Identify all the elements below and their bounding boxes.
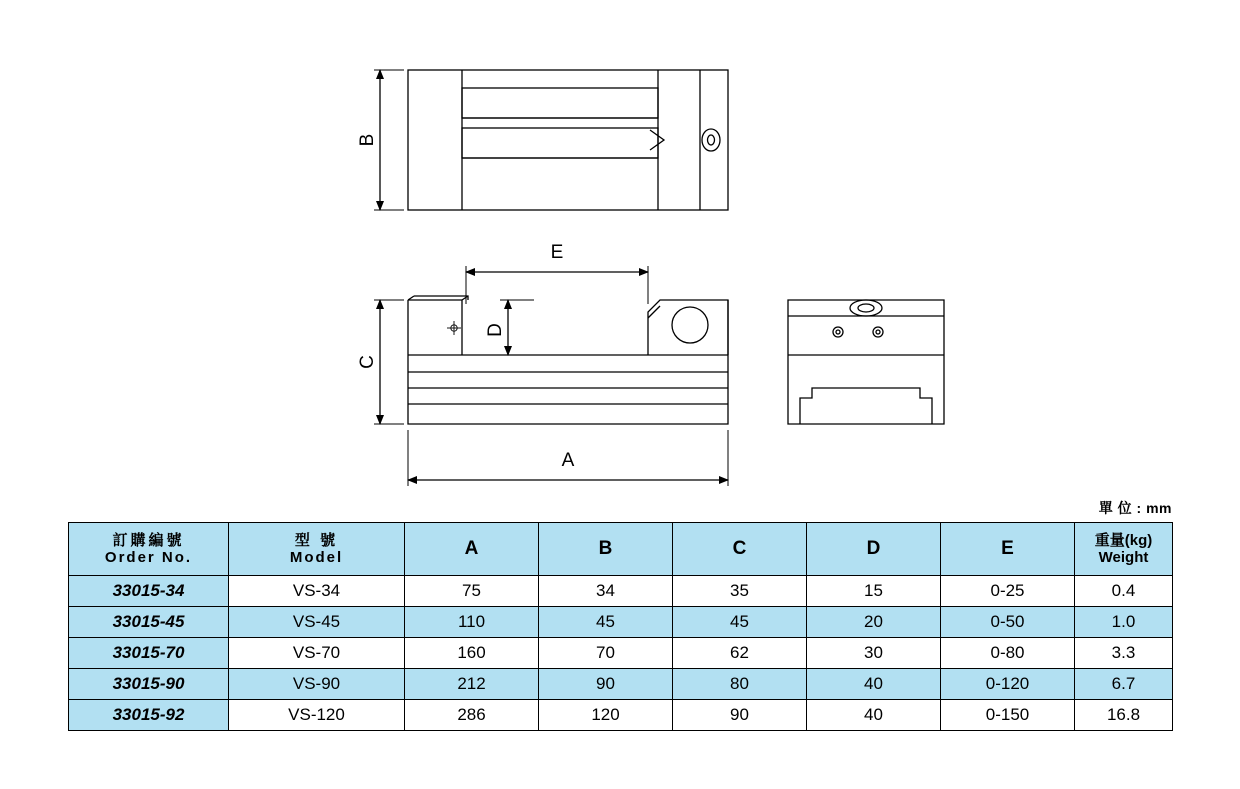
- table-row: [69, 669, 1173, 700]
- dim-label-b: B: [357, 133, 379, 147]
- cell-c: 35: [673, 576, 807, 607]
- cell-b: 120: [539, 700, 673, 731]
- column-header-model-zh: 型 號: [294, 531, 339, 549]
- cell-e: 0-120: [941, 669, 1075, 700]
- column-header-model-en: Model: [289, 549, 344, 566]
- cell-d: 20: [807, 607, 941, 638]
- column-header-weight: [1075, 523, 1173, 576]
- cell-d: 30: [807, 638, 941, 669]
- cell-e: 0-80: [941, 638, 1075, 669]
- cell-model: VS-120: [229, 700, 405, 731]
- cell-c: 90: [673, 700, 807, 731]
- cell-weight: 0.4: [1075, 576, 1173, 607]
- cell-weight: 6.7: [1075, 669, 1173, 700]
- cell-c: 80: [673, 669, 807, 700]
- column-header-model: [229, 523, 405, 576]
- spec-table-wrapper: [68, 522, 1172, 731]
- cell-b: 90: [539, 669, 673, 700]
- cell-a: 75: [405, 576, 539, 607]
- cell-model: VS-45: [229, 607, 405, 638]
- cell-e: 0-50: [941, 607, 1075, 638]
- column-header-b: B: [539, 523, 673, 576]
- cell-e: 0-150: [941, 700, 1075, 731]
- column-header-order-no: [69, 523, 229, 576]
- cell-order-no: 33015-45: [69, 607, 229, 638]
- column-header-order-no-en: Order No.: [104, 549, 193, 566]
- table-header-row: [69, 523, 1173, 576]
- cell-order-no: 33015-34: [69, 576, 229, 607]
- cell-order-no: 33015-92: [69, 700, 229, 731]
- column-header-d: D: [807, 523, 941, 576]
- spec-table: [68, 522, 1173, 731]
- table-row: [69, 576, 1173, 607]
- cell-weight: 1.0: [1075, 607, 1173, 638]
- cell-a: 286: [405, 700, 539, 731]
- cell-a: 110: [405, 607, 539, 638]
- cell-b: 45: [539, 607, 673, 638]
- cell-model: VS-34: [229, 576, 405, 607]
- cell-weight: 16.8: [1075, 700, 1173, 731]
- cell-order-no: 33015-70: [69, 638, 229, 669]
- table-row: [69, 700, 1173, 731]
- table-row: [69, 607, 1173, 638]
- unit-note: 單 位 : mm: [1098, 500, 1172, 516]
- table-row: [69, 638, 1173, 669]
- column-header-c: C: [673, 523, 807, 576]
- column-header-weight-zh: 重量(kg): [1094, 531, 1153, 549]
- dim-label-d: D: [485, 323, 507, 337]
- cell-d: 40: [807, 700, 941, 731]
- dim-label-a: A: [561, 450, 575, 471]
- cell-c: 45: [673, 607, 807, 638]
- cell-weight: 3.3: [1075, 638, 1173, 669]
- cell-d: 15: [807, 576, 941, 607]
- dim-label-e: E: [550, 242, 564, 263]
- cell-a: 160: [405, 638, 539, 669]
- column-header-a: A: [405, 523, 539, 576]
- cell-d: 40: [807, 669, 941, 700]
- column-header-order-no-zh: 訂購編號: [112, 531, 185, 549]
- cell-order-no: 33015-90: [69, 669, 229, 700]
- cell-model: VS-90: [229, 669, 405, 700]
- column-header-e: E: [941, 523, 1075, 576]
- cell-b: 70: [539, 638, 673, 669]
- cell-model: VS-70: [229, 638, 405, 669]
- cell-c: 62: [673, 638, 807, 669]
- cell-a: 212: [405, 669, 539, 700]
- dim-label-c: C: [357, 355, 379, 369]
- cell-e: 0-25: [941, 576, 1075, 607]
- column-header-weight-en: Weight: [1098, 549, 1149, 566]
- cell-b: 34: [539, 576, 673, 607]
